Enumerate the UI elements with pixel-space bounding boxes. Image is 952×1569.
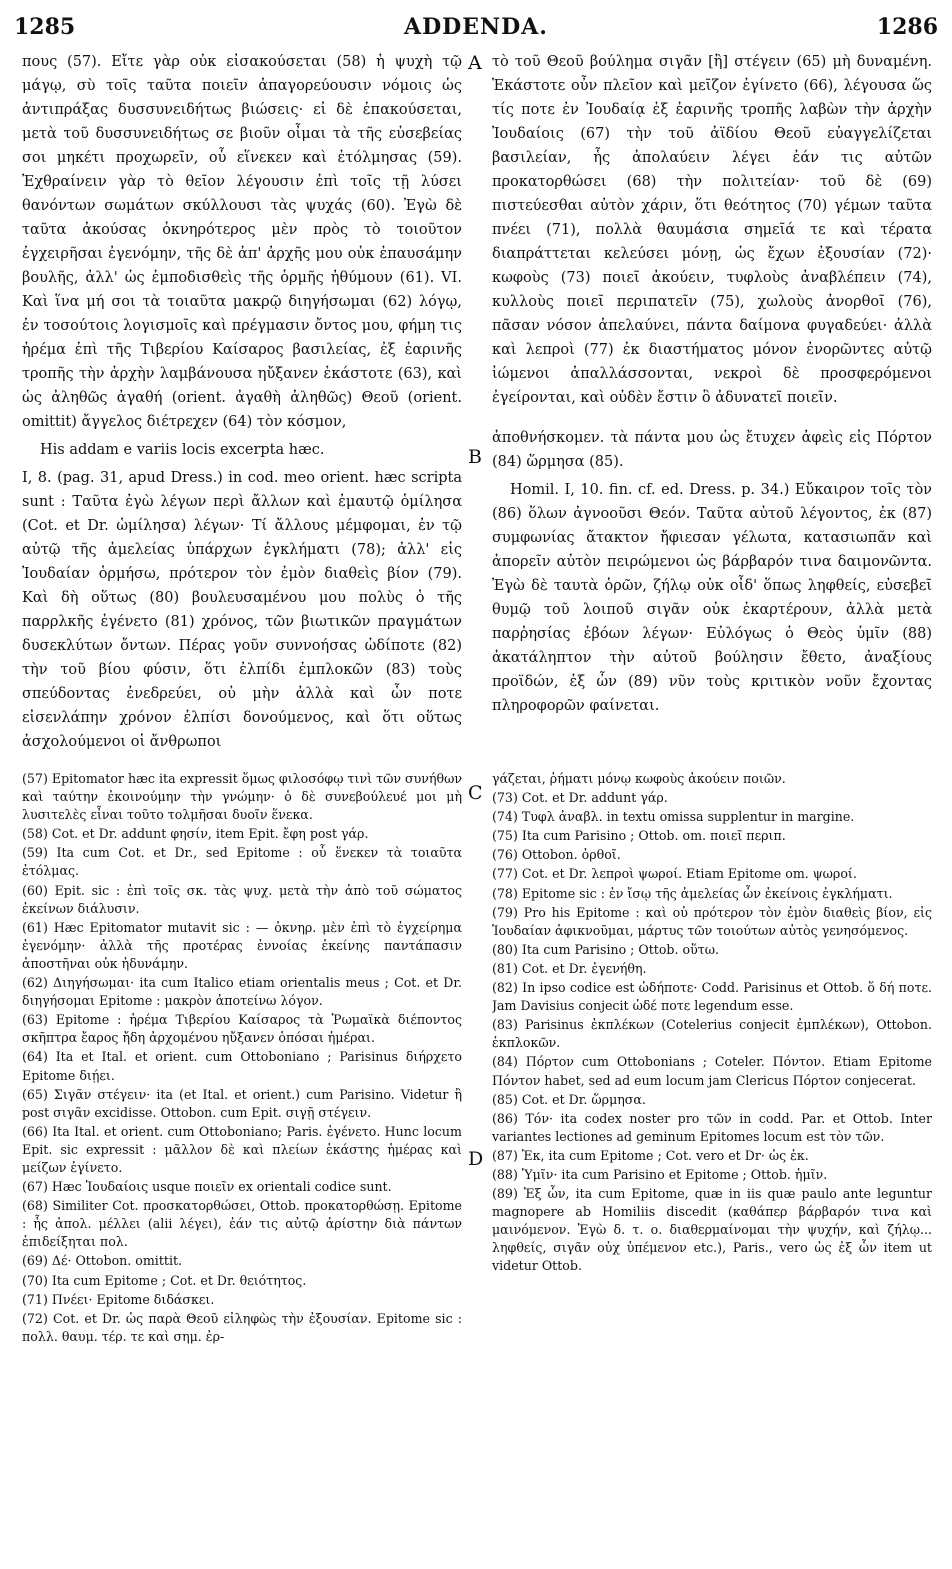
footnote: (88) Ὑμῖν· ita cum Parisino et Epitome ; Ottob. ἡμῖν. bbox=[492, 1166, 828, 1182]
footnote: (77) Cot. et Dr. λεπροὶ ψωροί. Etiam Epitome om. ψωροί. bbox=[492, 866, 857, 882]
footnote: (58) Cot. et Dr. addunt φησίν, item Epit. ἔφη post γάρ. bbox=[22, 826, 369, 842]
paragraph: His addam e variis locis excerpta hæc. bbox=[40, 442, 325, 458]
footnote: (85) Cot. et Dr. ὥρμησα. bbox=[492, 1091, 646, 1107]
footnote: (79) Pro his Epitome : καὶ οὐ πρότερον τὸν ἐμὸν διαθεὶς βίον, εἰς Ἰουδαίαν ἀφικνοῦμαι, μάρτυς τῶν τοιούτων αὐτὸς γενησόμενος. bbox=[492, 904, 932, 938]
section-marker-a: A bbox=[468, 52, 482, 74]
footnotes-right bbox=[492, 770, 932, 1560]
footnote: (83) Parisinus ἐκπλέκων (Cotelerius conjecit ἐμπλέκων), Ottobon. ἐκπλοκῶν. bbox=[492, 1017, 932, 1051]
footnote: (73) Cot. et Dr. addunt γάρ. bbox=[492, 790, 668, 806]
paragraph: Homil. I, 10. fin. cf. ed. Dress. p. 34.) Εὔκαιρον τοῖς τὸν (86) ὅλων ἀγνοοῦσι Θεόν. Ταῦτα αὐτοῦ λέγοντος, ἐκ (87) συμφωνίας ἄτακτον ἤφιεσαν γέλωτα, κατασιωπᾶν καὶ ἀπορεῖν αὐτὸν πειρώμενοι ὡς βάρβαρόν τινα δαιμονῶντα. Ἐγὼ δὲ ταυτὰ ὁρῶν, ζήλῳ οὐκ οἶδ' ὅπως ληφθείς, εὐσεβεῖ θυμῷ τοῦ λοιποῦ σιγᾶν οὐκ ἐκαρτέρουν, ἀλλὰ μετὰ παρῥησίας ἐβόων λέγων· Εὐλόγως ὁ Θεὸς ὑμῖν (88) ἀκατάληπτον τὴν αὐτοῦ βούλησιν ἔθετο, ἀναξίους προϊδών, ἐξ ὧν (89) νῦν τοὺς κριτικὸν νοῦν ἔχοντας πληροφορῶν φαίνεται. bbox=[492, 482, 932, 714]
footnote: (80) Ita cum Parisino ; Ottob. οὕτω. bbox=[492, 941, 719, 957]
footnote: γάζεται, ῥήματι μόνῳ κωφοὺς ἀκούειν ποιῶν. bbox=[492, 771, 786, 786]
upper-right-column bbox=[492, 50, 932, 760]
footnote: (71) Πνέει· Epitome διδάσκει. bbox=[22, 1291, 215, 1307]
footnote: (75) Ita cum Parisino ; Ottob. om. ποιεῖ περιπ. bbox=[492, 828, 786, 844]
page-number-right: 1286 bbox=[876, 14, 938, 40]
footnote: (89) Ἐξ ὧν, ita cum Epitome, quæ in iis quæ paulo ante leguntur magnopere ab Homiliis discedit (καθάπερ βάρβαρόν τινα καὶ μαινόμενον. Ἐγὼ δ. τ. ο. διαθερμαίνομαι τὴν ψυχήν, καὶ ζήλῳ... ληφθείς, σιγᾶν οὐχ ὑπέμενον etc.), Paris., vero ὡς ἐξ ὧν item ut videtur Ottob. bbox=[492, 1186, 932, 1274]
paragraph: ἀποθνήσκομεν. τὰ πάντα μου ὡς ἔτυχεν ἀφεὶς εἰς Πόρτον (84) ὥρμησα (85). bbox=[492, 430, 932, 470]
footnote: (57) Epitomator hæc ita expressit ὅμως φιλοσόφῳ τινὶ τῶν συνήθων καὶ ταύτην ἐκοινούμην τὴν γνώμην· ὁ δὲ συνεβούλευέ μοι μὴ λυσιτελὲς εἶναι τοῦτο τολμῆσαι δυοῖν ἕνεκα. bbox=[22, 771, 462, 823]
page-number-left: 1285 bbox=[14, 14, 76, 40]
footnote: (60) Epit. sic : ἐπὶ τοῖς σκ. τὰς ψυχ. μετὰ τὴν ἀπὸ τοῦ σώματος ἐκείνων διάλυσιν. bbox=[22, 882, 462, 916]
footnote: (84) Πόρτον cum Ottobonians ; Coteler. Πόντον. Etiam Epitome Πόντον habet, sed ad eum locum jam Clericus Πόρτον conjecerat. bbox=[492, 1054, 932, 1088]
footnote: (66) Ita Ital. et orient. cum Ottoboniano; Paris. ἐγένετο. Hunc locum Epit. sic expressit : μᾶλλον δὲ καὶ πλείων ἑκάστης ἡμέρας καὶ μείζων ἐγίνετο. bbox=[22, 1123, 462, 1175]
footnote: (78) Epitome sic : ἐν ἴσῳ τῆς ἀμελείας ὧν ἐκείνοις ἐγκλήματι. bbox=[492, 885, 893, 901]
section-marker-b: B bbox=[468, 446, 482, 468]
footnote: (70) Ita cum Epitome ; Cot. et Dr. θειότητος. bbox=[22, 1272, 307, 1288]
footnote: (76) Ottobon. ὀρθοῖ. bbox=[492, 847, 621, 863]
running-header bbox=[14, 14, 938, 42]
footnote: (65) Σιγᾶν στέγειν· ita (et Ital. et orient.) cum Parisino. Videtur ἢ post σιγᾶν excidisse. Ottobon. cum Epit. σιγῇ στέγειν. bbox=[22, 1086, 462, 1120]
paragraph: I, 8. (pag. 31, apud Dress.) in cod. meo orient. hæc scripta sunt : Ταῦτα ἐγὼ λέγων περὶ ἄλλων καὶ ἐμαυτῷ ὁμίλησα (Cot. et Dr. ὡμίλησα) λέγων· Τί ἄλλους μέμφομαι, ἐν τῷ αὐτῷ τῆς ἀμελείας ὑπάρχων ἐγκλήματι (78); ἀλλ' εἰς Ἰουδαίαν ὁρμήσω, πρότερον τὸν ἐμὸν διαθεὶς βίον (79). Καὶ δὴ οὕτως (80) βουλευσαμένου μου πολὺς ὁ τῆς παρρλκῆς ἐγένετο (81) χρόνος, τῶν βιωτικῶν πραγμάτων δυσεκλύτων ὄντων. Πέρας γοῦν συννοήσας ὠδίποτε (82) τὴν τοῦ βίου φύσιν, ὅτι ἐλπίδι ἐμπλοκῶν (83) τοὺς σπεύδοντας ἐνεδρεύει, οὐ μὴν ἀλλὰ καὶ ὧν ποτε εἰσενλάπην χρόνον ἐλπίσι δονούμενος, καὶ ὅτι οὕτως ἀσχολούμενοι οἱ ἄνθρωποι bbox=[22, 470, 462, 750]
paragraph: πους (57). Εἴτε γὰρ οὐκ εἰσακούσεται (58) ἡ ψυχὴ τῷ μάγῳ, σὺ τοῖς ταῦτα ποιεῖν ἀπαγορεύουσιν νόμοις ὡς ἀντιπράξας δυσσυνειδήτως βιώσεις· εἰ δὲ ἐπακούσεται, μετὰ τοῦ δυσσυνειδήτως σε βιοῦν οἶμαι τὰ τῆς εὐσεβείας σοι μηκέτι προχωρεῖν, οὗ εἵνεκεν καὶ ἐτόλμησας (59). Ἐχθραίνειν γὰρ τὸ θεῖον λέγουσιν ἐπὶ τοῖς τῇ λύσει θανόντων σωμάτων σκύλλουσι τὰς ψυχάς (60). Ἐγὼ δὲ ταῦτα ἀκούσας ὀκνηρότερος μὲν πρὸς τὸ τοιοῦτον ἐγχειρῆσαι ἐγενόμην, τῆς δὲ ἀπ' ἀρχῆς μου οὐκ ἐπαυσάμην βουλῆς, ἀλλ' ὡς ἐμποδισθεὶς τῆς ὁρμῆς ἠθύμουν (61). VI. Καὶ ἵνα μή σοι τὰ τοιαῦτα μακρῷ διηγήσωμαι (62) λόγῳ, ἐν τοσούτοις λογισμοῖς καὶ πρέγμασιν ὄντος μου, φήμη τις ἠρέμα ἐπὶ τῆς Τιβερίου Καίσαρος βασιλείας, ἐξ ἐαρινῆς τροπῆς τὴν ἀρχὴν λαμβάνουσα ηὔξανεν ἑκάστοτε (63), καὶ ὡς ἀληθῶς ἀγαθή (orient. ἀγαθὴ ἀληθῶς) Θεοῦ (orient. omittit) ἄγγελος διέτρεχεν (64) τὸν κόσμον, bbox=[22, 54, 462, 430]
footnote: (62) Διηγήσωμαι· ita cum Italico etiam orientalis meus ; Cot. et Dr. διηγήσομαι Epitome : μακρὸν ἀποτείνω λόγον. bbox=[22, 975, 462, 1009]
footnote: (69) Δέ· Ottobon. omittit. bbox=[22, 1253, 183, 1269]
upper-left-column bbox=[22, 50, 462, 760]
footnote: (68) Similiter Cot. προσκατορθώσει, Ottob. προκατορθώσῃ. Epitome : ἧς ἀπολ. μέλλει (alii λέγει), ἐάν τις αὐτῷ ἀρίστην διὰ πάντων ἐπιδείξηται πολ. bbox=[22, 1198, 462, 1250]
section-marker-c: C bbox=[468, 782, 483, 804]
footnote: (61) Hæc Epitomator mutavit sic : — ὀκνηρ. μὲν ἐπὶ τὸ ἐγχείρημα ἐγενόμην· ἀλλὰ τῆς προτέρας ἐννοίας ἐκείνης παντάπασιν ἀποστῆναι οὐκ ἠδυνάμην. bbox=[22, 919, 462, 971]
running-title: ADDENDA. bbox=[404, 14, 548, 40]
footnote: (74) Τυφλ ἀναβλ. in textu omissa supplentur in margine. bbox=[492, 809, 855, 825]
footnote: (86) Τόν· ita codex noster pro τῶν in codd. Par. et Ottob. Inter variantes lectiones ad geminum Epitomes locum est τὸν τῶν. bbox=[492, 1110, 932, 1144]
footnotes-left bbox=[22, 770, 462, 1560]
footnote: (59) Ita cum Cot. et Dr., sed Epitome : οὗ ἕνεκεν τὰ τοιαῦτα ἐτόλμας. bbox=[22, 845, 462, 879]
footnote: (63) Epitome : ἠρέμα Τιβερίου Καίσαρος τὰ Ῥωμαϊκὰ διέποντος σκῆπτρα ἔαρος ἤδη ἀρχομένου ηὔξανεν ὁπόσαι ἡμέραι. bbox=[22, 1012, 462, 1046]
paragraph: τὸ τοῦ Θεοῦ βούλημα σιγᾶν [ἢ] στέγειν (65) μὴ δυναμένη. Ἑκάστοτε οὖν πλεῖον καὶ μεῖζον ἐγίνετο (66), λέγουσα ὥς τίς ποτε ἐν Ἰουδαίᾳ ἐξ ἐαρινῆς τροπῆς λαβὼν τὴν ἀρχὴν Ἰουδαίοις (67) τὴν τοῦ ἀϊδίου Θεοῦ εὐαγγελίζεται βασιλείαν, ἧς ἀπολαύειν λέγει ἐάν τις αὐτῶν προκατορθώσει (68) τὴν πολιτείαν· τοῦ δὲ (69) πιστεύεσθαι αὐτὸν χάριν, ὅτι θεότητος (70) γέμων ταῦτα πνέει (71), πολλὰ θαυμάσια σημεῖά τε καὶ τέρατα διαπράττεται κελεύσει μόνῃ, ὡς ἔχων ἐξουσίαν (72)· κωφοὺς (73) ποιεῖ ἀκούειν, τυφλοὺς ἀναβλέπειν (74), κυλλοὺς ποιεῖ περιπατεῖν (75), χωλοὺς ἀνορθοῖ (76), πᾶσαν νόσον ἀπελαύνει, πάντα δαίμονα φυγαδεύει· ἀλλὰ καὶ λεπροὶ (77) ἐκ διαστήματος μόνον ἐνορῶντες αὐτῷ ἰώμενοι ἀπαλλάσσονται, νεκροὶ δὲ προσφερόμενοι ἐγείρονται, καὶ οὐδὲν ἔστιν ὃ ἀδυνατεῖ ποιεῖν. bbox=[492, 54, 932, 406]
footnote: (81) Cot. et Dr. ἐγενήθη. bbox=[492, 960, 647, 976]
footnote: (72) Cot. et Dr. ὡς παρὰ Θεοῦ εἰληφὼς τὴν ἐξουσίαν. Epitome sic : πολλ. θαυμ. τέρ. τε καὶ σημ. ἐρ- bbox=[22, 1310, 462, 1344]
footnote: (64) Ita et Ital. et orient. cum Ottoboniano ; Parisinus διήρχετο Epitome διῄει. bbox=[22, 1049, 462, 1083]
footnote: (87) Ἐκ, ita cum Epitome ; Cot. vero et Dr· ὡς ἐκ. bbox=[492, 1147, 809, 1163]
footnote: (67) Hæc Ἰουδαίοις usque ποιεῖν ex orientali codice sunt. bbox=[22, 1179, 392, 1195]
footnote: (82) In ipso codice est ὠδήποτε· Codd. Parisinus et Ottob. ὅ δή ποτε. Jam Davisius conjecit ὡδέ ποτε legendum esse. bbox=[492, 980, 932, 1014]
section-marker-d: D bbox=[468, 1148, 484, 1170]
